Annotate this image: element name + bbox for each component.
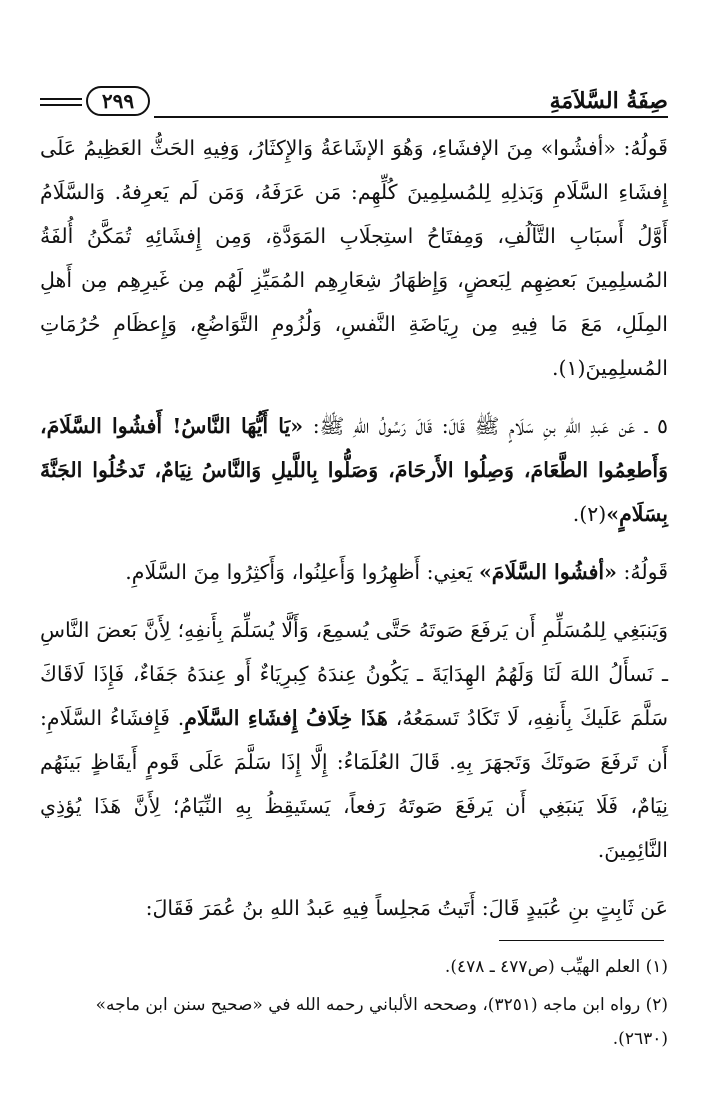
header-rule-left [40,98,82,100]
page-header [0,0,708,120]
hadith-text: «يَا أَيُّهَا النَّاسُ! أَفشُوا السَّلَامَ، وَأَطعِمُوا الطَّعَامَ، وَصِلُوا الأَرحَامَ، وَصَلُّوا بِاللَّيلِ وَالنَّاسُ نِيَامٌ، تَدخُلُوا الجَنَّةَ بِسَلَامٍ» [40,414,668,526]
paragraph-4-c: . فَإِفشَاءُ السَّلَامِ: أَن تَرفَعَ صَوتَكَ وَتَجهَرَ بِهِ. قَالَ العُلَمَاءُ: إِلَّا إِذَا سَلَّمَ عَلَى قَومٍ أَيقَاظٍ بَينَهُم نِيَامٌ، فَلَا يَنبَغِي أَن يَرفَعَ صَوتَهُ رَفعاً، يَستَيقِظُ بِهِ النِّيَامُ؛ لِأَنَّ هَذَا يُؤذِي النَّائِمِينَ. [40,706,668,862]
paragraph-2 [40,404,668,536]
paragraph-1: قَولُهُ: «أفشُوا» مِنَ الإفشَاءِ، وَهُوَ الإشَاعَةُ وَالإِكثَارُ، وَفِيهِ الحَثُّ العَظِيمُ عَلَى إِفشَاءِ السَّلَامِ وَبَذلِهِ لِلمُسلِمِينَ كُلِّهِم: مَن عَرَفَهُ، وَمَن لَم يَعرِفهُ. وَالسَّلَامُ أَوَّلُ أَسبَابِ التَّآلُفِ، وَمِفتَاحُ استِجلَابِ المَوَدَّةِ، وَمِن إِفشَائِهِ تُمَكَّنُ أُلفَةُ المُسلِمِينَ بَعضِهِم لِبَعضٍ، وَإِظهَارُ شِعَارِهِم المُمَيِّزِ لَهُم مِن غَيرِهِم مِن أَهلِ المِلَلِ، مَعَ مَا فِيهِ مِن رِيَاضَةِ النَّفسِ، وَلُزُومِ التَّوَاضُعِ، وَإِعظَامِ حُرُمَاتِ المُسلِمِينَ(١). [40,136,668,380]
footnote-separator [499,940,664,941]
paragraph-3-quote: «أفشُوا السَّلَامَ» [478,560,617,584]
paragraph-3-lead: قَولُهُ: [616,560,668,584]
main-text [40,126,668,944]
paragraph-4 [40,608,668,872]
paragraph-3 [40,550,668,594]
header-rule [154,116,668,118]
paragraph-3-rest: يَعنِي: أَظهِرُوا وَأَعلِنُوا، وَأَكثِرُوا مِنَ السَّلَامِ. [125,560,479,584]
footnotes [40,950,668,1060]
page-number: ٢٩٩ [86,86,150,116]
hadith-isnad: ٥ ـ عَن عَبدِ اللهِ بنِ سَلَامٍ ﷺ قَالَ: قَالَ رَسُولُ اللهِ ﷺ: [303,414,668,438]
paragraph-5: عَن ثَابِتٍ بنِ عُبَيدٍ قَالَ: أَتَيتُ مَجلِساً فِيهِ عَبدُ اللهِ بنُ عُمَرَ فَقَالَ: [145,896,668,920]
header-rule-left-2 [40,104,82,106]
footnote-2: (٢) رواه ابن ماجه (٣٢٥١)، وصححه الألباني رحمه الله في «صحيح سنن ابن ماجه» (٢٦٣٠). [95,995,668,1049]
running-title: صِفَةُ السَّلاَمَةِ [549,88,668,114]
paragraph-4-emphasis: هَذَا خِلَافُ إِفشَاءِ السَّلَامِ [184,706,388,730]
paragraph-4-a: وَيَنبَغِي لِلمُسَلِّمِ أَن يَرفَعَ صَوتَهُ حَتَّى يُسمِعَ، وَأَلَّا يُسَلِّمَ بِأَنفِهِ؛ لِأَنَّ بَعضَ النَّاسِ ـ نَسأَلُ اللهَ لَنَا وَلَهُمُ الهِدَايَةَ ـ يَكُونُ عِندَهُ كِبرِيَاءٌ أَو عِندَهُ جَفَاءٌ، فَإِذَا لَاقَاكَ سَلَّمَ عَلَيكَ بِأَنفِهِ، لَا تَكَادُ تَسمَعُهُ، [40,618,668,730]
footnote-1: (١) العلم الهيِّب (ص٤٧٧ ـ ٤٧٨). [444,957,668,977]
footnote-ref-2: (٢). [572,502,607,526]
